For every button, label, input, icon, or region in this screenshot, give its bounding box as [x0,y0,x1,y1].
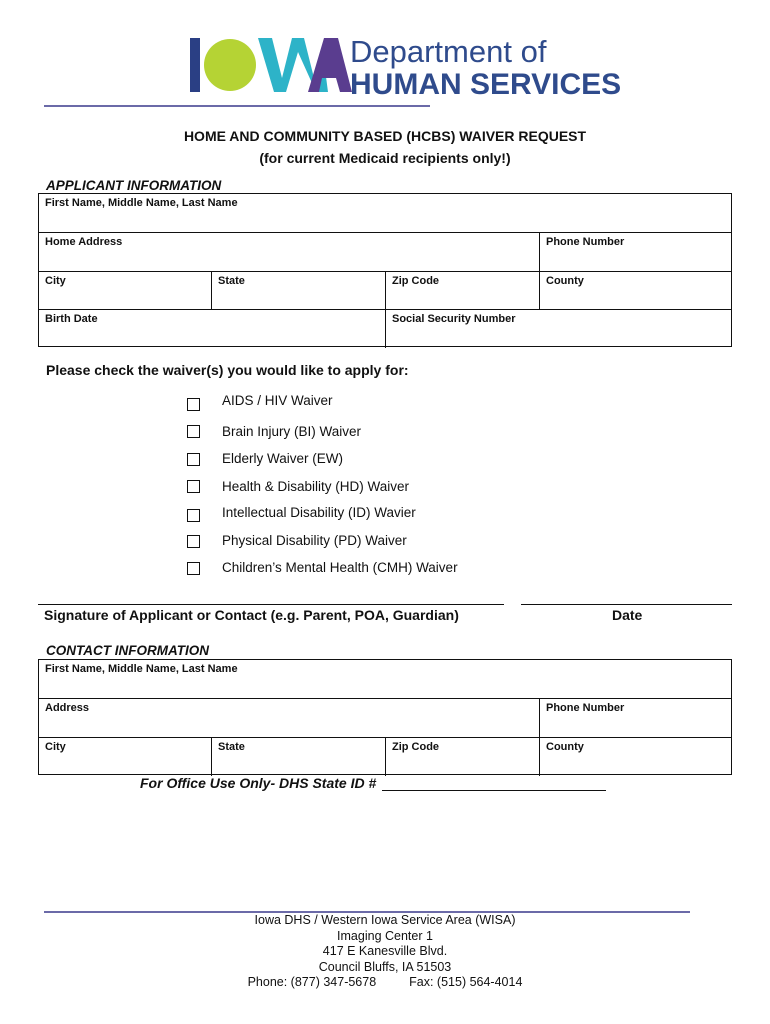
contact-state-label: State [218,741,245,753]
applicant-phone-label: Phone Number [546,236,625,248]
waiver-label: Intellectual Disability (ID) Wavier [222,505,416,520]
footer-fax: Fax: (515) 564-4014 [409,975,523,989]
birth-date-field[interactable] [39,310,385,348]
aids-hiv-checkbox[interactable] [187,398,200,411]
applicant-zip-label: Zip Code [392,275,440,287]
footer-phone: Phone: (877) 347-5678 [247,975,377,989]
form-subtitle: (for current Medicaid recipients only!) [259,150,511,166]
footer-street: 417 E Kanesville Blvd. [322,944,448,958]
contact-heading: CONTACT INFORMATION [46,643,209,658]
health-disability-checkbox[interactable] [187,480,200,493]
brain-injury-checkbox[interactable] [187,425,200,438]
contact-zip-field[interactable] [385,738,539,776]
footer-contact [0,975,770,991]
applicant-county-field[interactable] [539,272,733,309]
ssn-label: Social Security Number [392,313,516,325]
footer-building: Imaging Center 1 [337,928,433,943]
contact-name-label: First Name, Middle Name, Last Name [45,663,238,675]
date-label: Date [612,607,643,623]
contact-county-field[interactable] [539,738,733,776]
contact-city-field[interactable] [39,738,211,776]
applicant-heading: APPLICANT INFORMATION [46,178,222,193]
signature-line[interactable] [38,604,504,605]
applicant-city-label: City [45,275,66,287]
applicant-county-label: County [546,275,584,287]
contact-phone-field[interactable] [539,699,733,737]
contact-form [38,659,732,775]
footer-office-name: Iowa DHS / Western Iowa Service Area (WISA) [254,913,516,927]
applicant-state-field[interactable] [211,272,385,309]
office-use-label: For Office Use Only- DHS State ID # [140,775,377,791]
date-line[interactable] [521,604,732,605]
form-title: HOME AND COMMUNITY BASED (HCBS) WAIVER REQUEST [183,128,587,144]
applicant-zip-field[interactable] [385,272,539,309]
contact-zip-label: Zip Code [392,741,440,753]
contact-phone-label: Phone Number [546,702,625,714]
logo-line2: HUMAN SERVICES [350,68,622,101]
waiver-prompt: Please check the waiver(s) you would like to apply for: [46,362,409,378]
waiver-label: Health & Disability (HD) Waiver [222,479,410,494]
dhs-state-id-line[interactable] [382,790,606,791]
waiver-label: Brain Injury (BI) Waiver [222,424,362,439]
home-address-label: Home Address [45,236,123,248]
header-divider [44,105,430,107]
birth-date-label: Birth Date [45,313,98,325]
contact-state-field[interactable] [211,738,385,776]
intellectual-disability-checkbox[interactable] [187,509,200,522]
applicant-name-field[interactable] [39,194,731,232]
applicant-city-field[interactable] [39,272,211,309]
contact-name-field[interactable] [39,660,731,698]
applicant-state-label: State [218,275,245,287]
ssn-field[interactable] [385,310,733,348]
waiver-label: Physical Disability (PD) Waiver [222,533,407,548]
waiver-label: Children’s Mental Health (CMH) Waiver [222,560,458,575]
childrens-mental-health-checkbox[interactable] [187,562,200,575]
footer-city: Council Bluffs, IA 51503 [318,959,452,974]
iowa-dhs-logo [188,34,622,101]
contact-address-label: Address [45,702,90,714]
home-address-field[interactable] [39,233,539,271]
contact-address-field[interactable] [39,699,539,737]
waiver-label: AIDS / HIV Waiver [222,393,333,408]
applicant-name-label: First Name, Middle Name, Last Name [45,197,238,209]
waiver-label: Elderly Waiver (EW) [222,451,344,466]
signature-label: Signature of Applicant or Contact (e.g. Parent, POA, Guardian) [44,607,459,623]
contact-county-label: County [546,741,584,753]
applicant-form [38,193,732,347]
elderly-checkbox[interactable] [187,453,200,466]
contact-city-label: City [45,741,66,753]
physical-disability-checkbox[interactable] [187,535,200,548]
applicant-phone-field[interactable] [539,233,733,271]
logo-line1: Department of [350,34,547,69]
